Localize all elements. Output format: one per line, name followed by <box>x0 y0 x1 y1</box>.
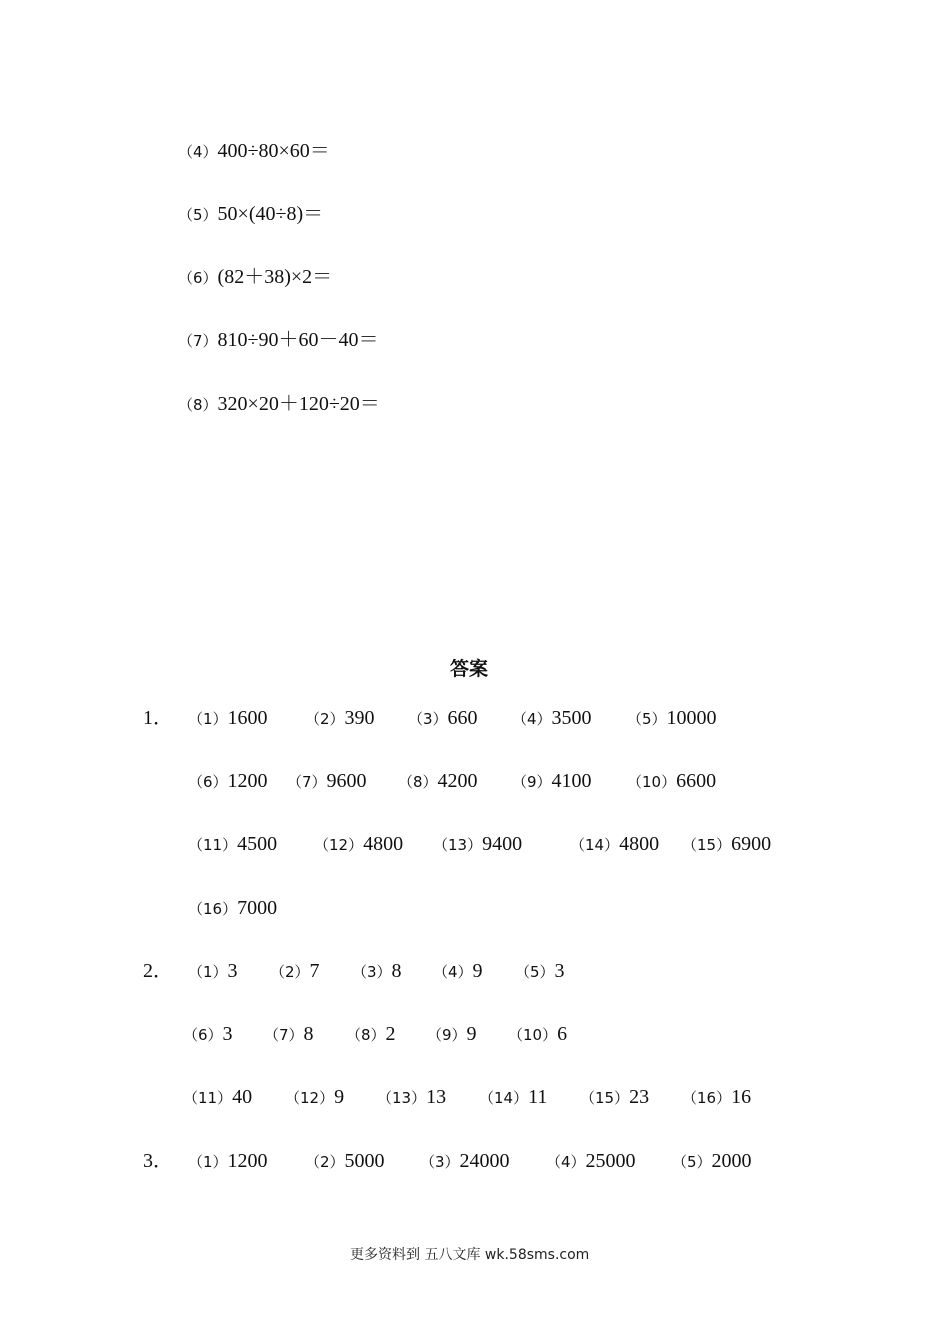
answer-value: 24000 <box>459 1150 510 1172</box>
answer-value: 40 <box>232 1086 253 1108</box>
answer-item <box>352 959 402 984</box>
problem-number: （6） <box>178 269 218 287</box>
answer-value: 6600 <box>676 770 717 792</box>
answer-value: 4800 <box>619 833 660 855</box>
answer-item <box>682 1085 751 1110</box>
answer-value: 2 <box>385 1023 396 1045</box>
answer-item <box>433 832 522 857</box>
answer-value: 9400 <box>482 833 523 855</box>
answer-number: （9） <box>427 1026 467 1044</box>
answer-item <box>188 959 238 984</box>
answer-value: 9 <box>466 1023 477 1045</box>
answer-value: 4100 <box>551 770 592 792</box>
answer-number: （7） <box>264 1026 304 1044</box>
answer-item <box>305 706 375 731</box>
answer-item <box>188 706 268 731</box>
answer-value: 1600 <box>227 707 268 729</box>
answer-value: 3 <box>554 960 565 982</box>
answer-item <box>183 1022 233 1047</box>
problem-5 <box>178 202 323 227</box>
problem-8 <box>178 392 380 417</box>
answer-number: （15） <box>580 1089 630 1107</box>
answers-title: 答案 <box>450 658 489 680</box>
answer-value: 6 <box>557 1023 568 1045</box>
answer-number: （6） <box>183 1026 223 1044</box>
answer-number: （14） <box>570 836 620 854</box>
answer-item <box>188 896 277 921</box>
answer-number: （11） <box>183 1089 233 1107</box>
answer-item <box>408 706 478 731</box>
section-label-3: 3． <box>143 1150 173 1172</box>
answer-number: （16） <box>682 1089 732 1107</box>
answer-number: （3） <box>352 963 392 981</box>
answer-value: 10000 <box>666 707 717 729</box>
answer-item <box>627 769 716 794</box>
problem-7 <box>178 328 379 353</box>
answer-item <box>188 832 277 857</box>
answer-number: （12） <box>314 836 364 854</box>
answer-item <box>546 1149 636 1174</box>
answer-value: 8 <box>391 960 402 982</box>
answer-item <box>264 1022 314 1047</box>
answer-number: （9） <box>512 773 552 791</box>
answer-number: （1） <box>188 1153 228 1171</box>
answer-number: （2） <box>270 963 310 981</box>
answer-number: （10） <box>627 773 677 791</box>
answer-value: 7000 <box>237 897 278 919</box>
problem-number: （4） <box>178 143 218 161</box>
answer-item <box>508 1022 567 1047</box>
answer-number: （10） <box>508 1026 558 1044</box>
answer-item <box>305 1149 385 1174</box>
answer-value: 16 <box>731 1086 752 1108</box>
answer-number: （2） <box>305 710 345 728</box>
answer-number: （5） <box>515 963 555 981</box>
answer-number: （13） <box>433 836 483 854</box>
answer-number: （13） <box>377 1089 427 1107</box>
answer-value: 25000 <box>585 1150 636 1172</box>
problem-expression: 50×(40÷8)＝ <box>217 203 324 225</box>
answer-item <box>580 1085 649 1110</box>
answer-value: 5000 <box>344 1150 385 1172</box>
answer-value: 660 <box>447 707 478 729</box>
answer-number: （3） <box>408 710 448 728</box>
answer-value: 13 <box>426 1086 447 1108</box>
problem-number: （5） <box>178 206 218 224</box>
section-label-1: 1． <box>143 707 173 729</box>
answer-item <box>479 1085 547 1110</box>
answer-number: （1） <box>188 710 228 728</box>
answer-number: （16） <box>188 900 238 918</box>
answer-value: 4200 <box>437 770 478 792</box>
answer-value: 9 <box>334 1086 345 1108</box>
answer-item <box>314 832 403 857</box>
answer-value: 23 <box>629 1086 650 1108</box>
problem-number: （7） <box>178 332 218 350</box>
answer-value: 3500 <box>551 707 592 729</box>
problem-4 <box>178 139 330 164</box>
answer-value: 6900 <box>731 833 772 855</box>
answer-item <box>682 832 771 857</box>
answer-value: 3 <box>222 1023 233 1045</box>
answer-number: （5） <box>672 1153 712 1171</box>
answer-value: 4500 <box>237 833 278 855</box>
problem-expression: 810÷90＋60－40＝ <box>217 329 379 351</box>
answer-item <box>188 1149 268 1174</box>
answer-number: （4） <box>433 963 473 981</box>
answer-number: （7） <box>287 773 327 791</box>
answer-item <box>512 706 592 731</box>
answer-item <box>346 1022 396 1047</box>
answer-value: 1200 <box>227 770 268 792</box>
answer-value: 4800 <box>363 833 404 855</box>
answer-number: （3） <box>420 1153 460 1171</box>
answer-item <box>398 769 478 794</box>
problem-expression: 400÷80×60＝ <box>217 140 330 162</box>
answer-number: （4） <box>546 1153 586 1171</box>
answer-value: 11 <box>528 1086 548 1108</box>
footer-link-text: 更多资料到 五八文库 wk.58sms.com <box>350 1247 590 1263</box>
answer-number: （1） <box>188 963 228 981</box>
answer-item <box>512 769 592 794</box>
answer-item <box>285 1085 344 1110</box>
answer-number: （11） <box>188 836 238 854</box>
answer-item <box>270 959 320 984</box>
answer-number: （6） <box>188 773 228 791</box>
section-label-2: 2． <box>143 960 173 982</box>
answer-number: （12） <box>285 1089 335 1107</box>
answer-item <box>427 1022 477 1047</box>
answer-item <box>183 1085 252 1110</box>
answer-item <box>570 832 659 857</box>
answer-number: （8） <box>346 1026 386 1044</box>
answer-value: 2000 <box>711 1150 752 1172</box>
answer-value: 8 <box>303 1023 314 1045</box>
answer-number: （15） <box>682 836 732 854</box>
answer-item <box>377 1085 446 1110</box>
answer-item <box>433 959 483 984</box>
answer-number: （2） <box>305 1153 345 1171</box>
answer-item <box>188 769 268 794</box>
answer-value: 390 <box>344 707 375 729</box>
answer-value: 9 <box>472 960 483 982</box>
problem-6 <box>178 265 332 290</box>
answer-number: （14） <box>479 1089 529 1107</box>
answer-item <box>672 1149 752 1174</box>
answer-item <box>287 769 367 794</box>
answer-item <box>627 706 717 731</box>
problem-expression: 320×20＋120÷20＝ <box>217 393 380 415</box>
answer-value: 7 <box>309 960 320 982</box>
answer-value: 3 <box>227 960 238 982</box>
answer-item <box>420 1149 510 1174</box>
answer-item <box>515 959 565 984</box>
answer-number: （8） <box>398 773 438 791</box>
answer-number: （4） <box>512 710 552 728</box>
answer-value: 1200 <box>227 1150 268 1172</box>
answer-number: （5） <box>627 710 667 728</box>
problem-number: （8） <box>178 396 218 414</box>
problem-expression: (82＋38)×2＝ <box>217 266 333 288</box>
answer-value: 9600 <box>326 770 367 792</box>
